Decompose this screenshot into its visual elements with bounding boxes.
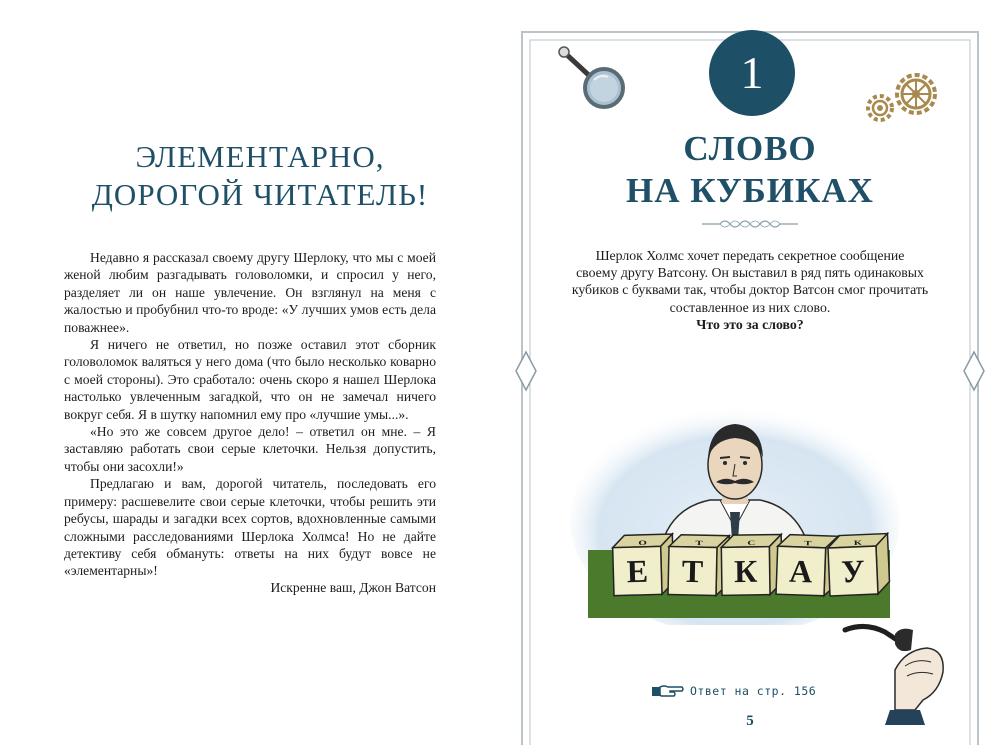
- left-page-body: [64, 249, 436, 580]
- puzzle-title-line-1: СЛОВО: [683, 129, 817, 168]
- puzzle-title-line-2: НА КУБИКАХ: [626, 171, 874, 210]
- page-number: 5: [746, 713, 754, 729]
- paragraph-3: «Но это же совсем другое дело! – ответил он мне. – Я заставляю работать свои серые клеточки. Нельзя допустить, чтобы они засохли!»: [64, 424, 436, 474]
- letter-cube: [612, 534, 674, 596]
- cube-front-letter: А: [788, 552, 814, 590]
- hand-with-pipe-icon: [835, 610, 960, 725]
- left-title-line-1: ЭЛЕМЕНТАРНО,: [135, 139, 385, 174]
- answer-reference[interactable]: [650, 681, 816, 701]
- left-diamond-ornament: [516, 352, 536, 390]
- puzzle-line-3: кубиков с буквами так, чтобы доктор Ватсон смог прочитать: [571, 282, 929, 298]
- chapter-number-badge: 1: [709, 30, 795, 116]
- puzzle-title: [600, 128, 900, 212]
- puzzle-line-1: Шерлок Холмс хочет передать секретное сообщение: [595, 248, 905, 263]
- cube-top-letter: Т: [804, 539, 812, 547]
- signature: Искренне ваш, Джон Ватсон: [270, 580, 436, 595]
- answer-reference-text: Ответ на стр. 156: [690, 684, 817, 698]
- letter-cube: [668, 535, 729, 596]
- right-diamond-ornament: [964, 352, 984, 390]
- pointing-hand-icon: [650, 682, 684, 700]
- sherlock-cubes-illustration: [570, 400, 900, 625]
- cube-top-letter: С: [747, 539, 756, 547]
- gears-icon: [860, 68, 945, 128]
- puzzle-description: [550, 247, 950, 333]
- paragraph-2: Я ничего не ответил, но позже оставил этот сборник головоломок валяться у него дома (что было несколько коварно с моей стороны). Это сработало: очень скоро я нашел Шерлока настолько увлеченным загадкой, что он не замечал ничего вокруг себя. Я в шутку напомнил ему про «лучшие умы...».: [64, 337, 436, 422]
- letter-cube: [828, 534, 890, 596]
- cube-front-letter: Е: [626, 552, 649, 590]
- letter-cubes: [612, 534, 890, 597]
- cube-front-letter: Т: [681, 552, 704, 590]
- puzzle-line-4: составленное из них слово.: [669, 299, 831, 315]
- letter-cube: [721, 535, 782, 596]
- cube-top-letter: О: [638, 538, 647, 547]
- paragraph-1: Недавно я рассказал своему другу Шерлоку, что мы с моей женой любим разгадывать головоломки, и спросил у него, разделяет ли он наше увлечение. Он взглянул на меня с жалостью и пробубнил что-то вроде: «У лучших умов есть дела поважнее».: [64, 250, 436, 335]
- left-page-title: [40, 138, 480, 214]
- cube-front-letter: У: [840, 552, 866, 590]
- left-title-line-2: ДОРОГОЙ ЧИТАТЕЛЬ!: [91, 177, 429, 212]
- magnifying-glass-icon: [552, 44, 627, 114]
- cube-top-letter: К: [853, 538, 862, 547]
- cube-front-letter: К: [733, 552, 758, 590]
- puzzle-question: Что это за слово?: [696, 316, 804, 332]
- puzzle-line-2: своему другу Ватсону. Он выставил в ряд пять одинаковых: [576, 265, 924, 281]
- right-page: [500, 0, 1000, 750]
- cube-top-letter: Т: [695, 539, 703, 547]
- title-flourish: [700, 217, 800, 231]
- paragraph-4: Предлагаю и вам, дорогой читатель, последовать его примеру: расшевелите свои серые клеточки, чтобы решить эти ребусы, шарады и загадки всех сортов, вдохновленные самыми сложными расследованиями Шерлока Холмса! Но не дайте детективу себя обмануть: ответы на них будут вовсе не «элементарны»!: [64, 476, 436, 579]
